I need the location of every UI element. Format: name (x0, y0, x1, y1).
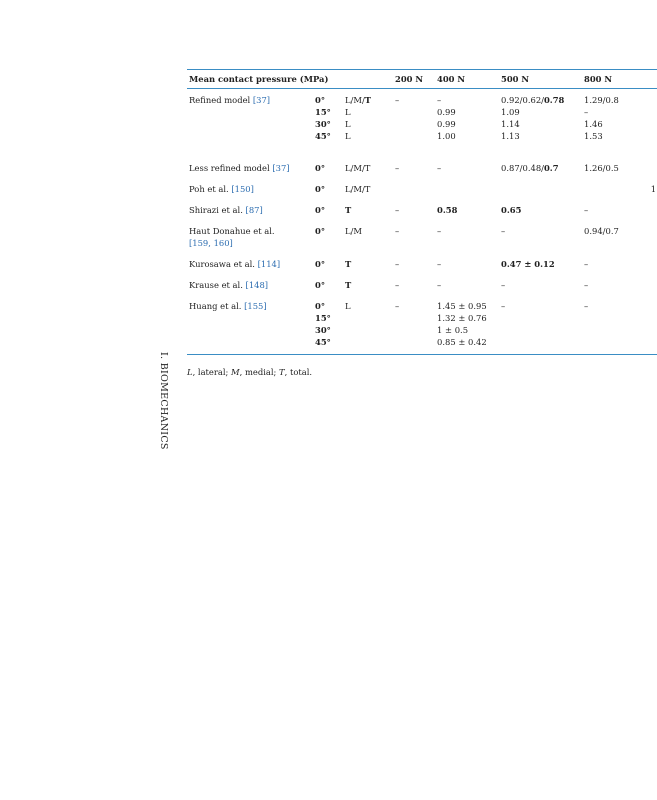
table-row (187, 106, 657, 118)
value-800n (582, 324, 657, 336)
citation-link[interactable]: [155] (244, 301, 267, 311)
model-cell (187, 300, 313, 312)
value-500n: 0.92/0.62/0.78 (501, 95, 565, 105)
running-head-sidebar (153, 352, 173, 452)
table-footnote (187, 367, 312, 377)
value-200n (393, 118, 435, 130)
model-name: Kurosawa et al. (189, 259, 258, 269)
value-400n: – (437, 226, 442, 236)
value-800n: 1.29/0.8 (584, 95, 619, 105)
value-800n: – (584, 107, 589, 117)
table-row (187, 183, 657, 204)
header-500n: 500 N (499, 70, 582, 89)
table-row (187, 225, 657, 258)
value-200n: – (395, 226, 400, 236)
citation-link[interactable]: [114] (257, 259, 281, 269)
value-500n (499, 183, 582, 204)
value-500n (499, 324, 582, 336)
citation-link[interactable]: [37] (252, 95, 271, 105)
value-500n: – (501, 226, 506, 236)
model-cell (187, 89, 313, 107)
model-cell (187, 258, 313, 279)
model-cell (187, 130, 313, 162)
citation-link[interactable]: [37] (272, 163, 290, 173)
angle-cell: 0° (315, 226, 326, 236)
table-row (187, 89, 657, 107)
value-400n: – (437, 163, 442, 173)
value-400n: – (437, 280, 442, 290)
value-800n (582, 336, 657, 355)
model-name: Refined model (189, 95, 253, 105)
footnote-text-l: , lateral; (192, 367, 232, 377)
value-400n (435, 183, 499, 204)
value-200n: – (395, 280, 400, 290)
footnote-abbrev-l: L (187, 367, 193, 377)
table-row (187, 300, 657, 312)
value-400n: 0.85 ± 0.42 (435, 336, 499, 355)
model-cell (187, 118, 313, 130)
contact-pressure-table (187, 69, 657, 355)
value-500n: 0.87/0.48/0.7 (501, 163, 559, 173)
model-name: Krause et al. (189, 280, 246, 290)
compartment-cell: L/M/T (345, 95, 372, 105)
value-800n: 0.94/0.7 (584, 226, 619, 236)
compartment-cell: T (345, 205, 352, 215)
value-400n: 0.99 (437, 119, 456, 129)
angle-cell: 0° (315, 259, 326, 269)
model-cell (187, 312, 313, 324)
footnote-abbrev-t: T (279, 367, 285, 377)
footnote-text-t: , total. (284, 367, 313, 377)
value-200n: – (395, 205, 400, 215)
table-header-row (187, 70, 657, 89)
value-200n: – (395, 301, 400, 311)
value-200n (393, 312, 435, 324)
angle-cell: 30° (315, 119, 331, 129)
value-500n: – (501, 301, 506, 311)
model-cell (187, 162, 313, 183)
footnote-abbrev-m: M (231, 367, 240, 377)
table-row (187, 162, 657, 183)
value-500n: 1.14 (501, 119, 520, 129)
angle-cell: 0° (315, 95, 326, 105)
value-800n: 1.53 (584, 131, 603, 141)
compartment-cell (343, 312, 393, 324)
value-400n: – (437, 95, 442, 105)
value-200n (393, 336, 435, 355)
compartment-cell: L/M (345, 226, 362, 236)
value-800n: – (584, 301, 589, 311)
citation-link[interactable]: [148] (245, 280, 269, 290)
compartment-cell: T (345, 280, 352, 290)
compartment-cell (343, 324, 393, 336)
footnote-text-m: , medial; (239, 367, 280, 377)
value-200n (393, 324, 435, 336)
compartment-cell: L (345, 131, 351, 141)
value-400n: 1 ± 0.5 (437, 325, 469, 335)
angle-cell: 0° (315, 280, 326, 290)
citation-link[interactable]: [87] (245, 205, 263, 215)
model-cell (187, 183, 313, 204)
model-cell (187, 225, 313, 258)
table-row (187, 118, 657, 130)
citation-link[interactable]: [150] (231, 184, 254, 194)
value-800n: – (584, 259, 589, 269)
model-cell (187, 204, 313, 225)
value-400n: 1.45 ± 0.95 (437, 301, 487, 311)
value-500n: 0.47 ± 0.12 (501, 259, 555, 269)
value-500n: 1.13 (501, 131, 520, 141)
header-measure: Mean contact pressure (MPa) (187, 70, 393, 89)
compartment-cell: L (345, 301, 351, 311)
angle-cell: 0° (315, 184, 326, 194)
model-name: Poh et al. (189, 184, 232, 194)
header-800n: 800 N (582, 70, 657, 89)
compartment-cell: L/M/T (345, 184, 371, 194)
angle-cell: 45° (315, 131, 331, 141)
value-500n: 0.65 (501, 205, 522, 215)
value-500n (499, 336, 582, 355)
compartment-cell: L (345, 119, 351, 129)
model-cell (187, 106, 313, 118)
compartment-cell: T (345, 259, 352, 269)
contact-pressure-table-wrap (187, 69, 657, 369)
compartment-cell (343, 336, 393, 355)
value-200n (393, 106, 435, 118)
table-row (187, 336, 657, 355)
table-row (187, 324, 657, 336)
section-label: I. BIOMECHANICS (158, 352, 169, 450)
compartment-cell: L/M/T (345, 163, 371, 173)
angle-cell: 0° (315, 163, 326, 173)
value-800n: – (584, 280, 589, 290)
angle-cell: 45° (313, 336, 343, 355)
value-400n: – (437, 259, 442, 269)
citation-link[interactable]: [159, 160] (189, 238, 233, 248)
header-200n: 200 N (393, 70, 435, 89)
value-800n (582, 312, 657, 324)
value-800n: 1.26/0.5 (584, 163, 619, 173)
model-cell (187, 336, 313, 355)
model-cell (187, 324, 313, 336)
table-row (187, 258, 657, 279)
angle-cell: 15° (315, 313, 331, 323)
angle-cell: 30° (315, 325, 331, 335)
model-name: Shirazi et al. (189, 205, 246, 215)
value-500n: – (501, 280, 506, 290)
value-200n: – (395, 95, 400, 105)
angle-cell: 0° (315, 205, 326, 215)
value-200n: – (395, 163, 400, 173)
value-200n (393, 130, 435, 162)
table-row (187, 312, 657, 324)
model-cell (187, 279, 313, 300)
value-400n: 0.58 (437, 205, 458, 215)
value-400n: 0.99 (437, 107, 456, 117)
table-row (187, 204, 657, 225)
value-500n: 1.09 (501, 107, 520, 117)
value-200n (393, 183, 435, 204)
value-500n (499, 312, 582, 324)
table-row (187, 130, 657, 162)
value-200n: – (395, 259, 400, 269)
angle-cell: 0° (315, 301, 326, 311)
header-400n: 400 N (435, 70, 499, 89)
table-row (187, 279, 657, 300)
value-800n: 1.46 (584, 119, 603, 129)
model-name: Haut Donahue et al. (189, 226, 275, 236)
model-name: Less refined model (189, 163, 273, 173)
model-name: Huang et al. (189, 301, 245, 311)
value-800n: – (584, 205, 589, 215)
value-800n: 1 (650, 184, 657, 194)
value-400n: 1.32 ± 0.76 (437, 313, 487, 323)
angle-cell: 15° (315, 107, 331, 117)
compartment-cell: L (345, 107, 351, 117)
value-400n: 1.00 (437, 131, 456, 141)
